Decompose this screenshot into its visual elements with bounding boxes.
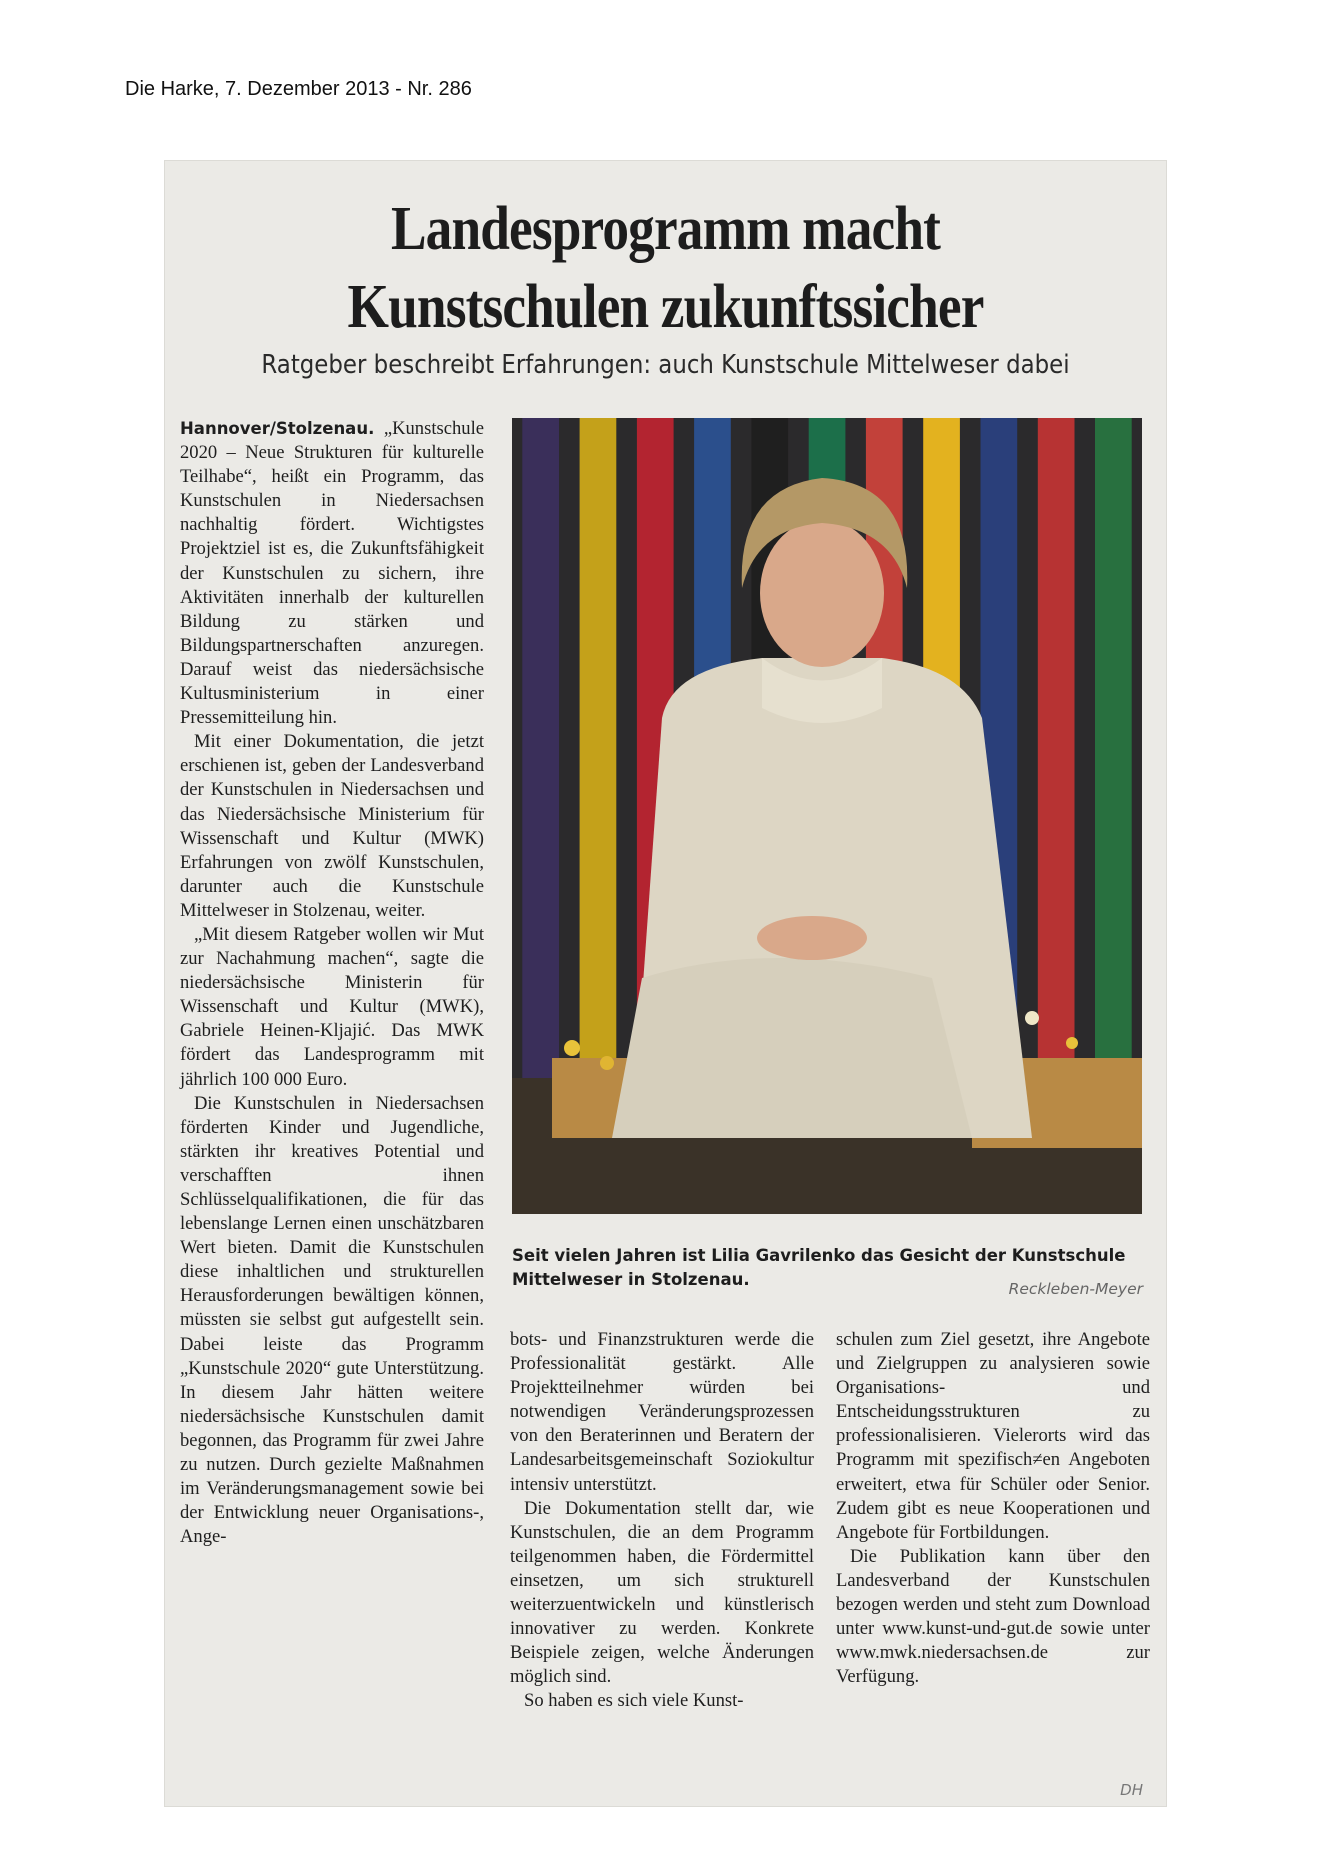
paragraph: Die Dokumentation stellt dar, wie Kunstschulen, die an dem Programm teilgenommen haben, die Fördermittel einsetzen, um sich strukturell weiterzuentwickeln und künstlerisch innovativer zu werden. Konkrete Beispiele zeigen, welche Änderungen möglich sind.: [510, 1497, 814, 1688]
paragraph: Die Kunstschulen in Niedersachsen förderten Kinder und Jugendliche, stärkten ihr kreatives Potential und verschafften ihnen Schlüsselqualifikationen, die für das lebenslange Lernen einen unschätzbaren Wert bieten. Damit die Kunstschulen diese inhaltlichen und strukturellen Herausforderungen bewältigen können, müssten sie selbst gut aufgestellt sein. Dabei leiste das Programm „Kunstschule 2020“ gute Unterstützung. In diesem Jahr hätten weitere niedersächsische Kunstschulen damit begonnen, das Programm für zwei Jahre zu nutzen. Durch gezielte Maßnahmen im Veränderungsmanagement sowie bei der Entwicklung neuer Organisations-, Ange-: [180, 1092, 484, 1548]
article-column-1: [180, 417, 484, 1549]
paragraph: Mit einer Dokumentation, die jetzt erschienen ist, geben der Landesverband der Kunstschulen in Niedersachsen und das Niedersächsische Ministerium für Wissenschaft und Kultur (MWK) Erfahrungen von zwölf Kunstschulen, darunter auch die Kunstschule Mittelweser in Stolzenau, weiter.: [180, 731, 484, 921]
article-column-2: [510, 1328, 814, 1714]
paragraph: bots- und Finanzstrukturen werde die Professionalität gestärkt. Alle Projektteilnehmer würden bei notwendigen Veränderungsprozessen von den Beraterinnen und Beratern der Landesarbeitsgemeinschaft Soziokultur intensiv unterstützt.: [510, 1329, 814, 1495]
flower: [564, 1040, 580, 1056]
headline-line-2: Kunstschulen zukunftssicher: [347, 273, 984, 341]
person-hands: [757, 916, 867, 960]
subheadline: Ratgeber beschreibt Erfahrungen: auch Kunstschule Mittelweser dabei: [261, 350, 1070, 380]
photo-illustration: [512, 418, 1142, 1214]
photo-caption: Seit vielen Jahren ist Lilia Gavrilenko das Gesicht der Kunstschule Mittelweser in Stolzenau.: [512, 1246, 1126, 1289]
flower: [1025, 1011, 1039, 1025]
pole: [522, 418, 559, 1098]
pole: [1095, 418, 1132, 1098]
paragraph: [180, 417, 484, 730]
source-line: Die Harke, 7. Dezember 2013 - Nr. 286: [125, 78, 472, 100]
headline: [234, 190, 1097, 346]
pole: [580, 418, 617, 1098]
paragraph: schulen zum Ziel gesetzt, ihre Angebote und Zielgruppen zu analysieren sowie Organisations- und Entscheidungsstrukturen zu professionalisieren. Vielerorts wird das Programm mit spezifisch≠en Angeboten erweitert, etwa für Schüler oder Senior. Zudem gibt es neue Kooperationen und Angebote für Fortbildungen.: [836, 1329, 1150, 1543]
paragraph: So haben es sich viele Kunst-: [524, 1690, 744, 1712]
headline-line-1: Landesprogramm macht: [390, 195, 941, 263]
flower: [600, 1056, 614, 1070]
person-face: [760, 519, 884, 667]
paragraph: „Mit diesem Ratgeber wollen wir Mut zur Nachahmung machen“, sagte die niedersächsische Ministerin für Wissenschaft und Kultur (MWK), Gabriele Heinen-Kljajić. Das MWK fördert das Landesprogramm mit jährlich 100 000 Euro.: [180, 923, 484, 1090]
article-photo: [512, 418, 1142, 1214]
photo-credit: Reckleben-Meyer: [1008, 1280, 1143, 1298]
pole: [1038, 418, 1075, 1098]
author-initials: DH: [1120, 1781, 1143, 1799]
paragraph-text: „Kunstschule 2020 – Neue Strukturen für kulturelle Teilhabe“, heißt ein Programm, das Kunstschulen in Niedersachsen nachhaltig fördert. Wichtigstes Projektziel ist es, die Zukunftsfähigkeit der Kunstschulen zu sichern, ihre Aktivitäten innerhalb der kulturellen Bildung zu stärken und Bildungspartnerschaften anzuregen. Darauf weist das niedersächsische Kultusministerium in einer Pressemitteilung hin.: [180, 418, 484, 729]
paragraph: Die Publikation kann über den Landesverband der Kunstschulen bezogen werden und steht zum Download unter www.kunst-und-gut.de sowie unter www.mwk.niedersachsen.de zur Verfügung.: [836, 1545, 1150, 1688]
person-legs: [612, 958, 972, 1138]
dateline: Hannover/Stolzenau.: [180, 419, 375, 438]
newspaper-clipping: [164, 160, 1167, 1807]
flower: [1066, 1037, 1078, 1049]
article-column-3: [836, 1328, 1150, 1689]
